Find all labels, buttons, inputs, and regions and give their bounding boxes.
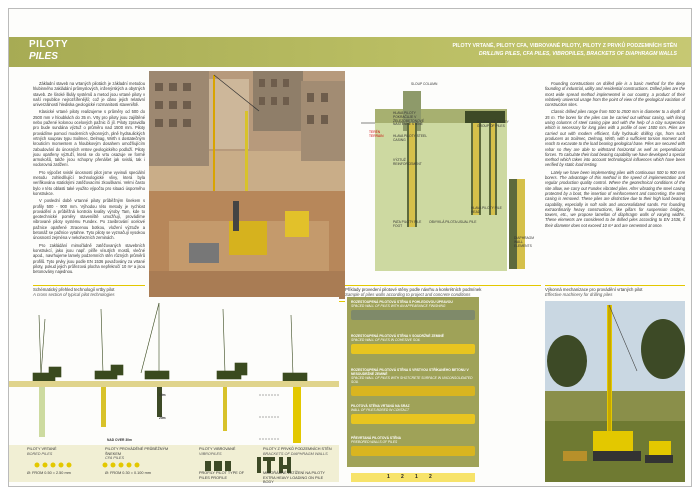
legend-label-en: BRACKETS OF DIAPHRAGM WALLS bbox=[263, 451, 328, 456]
label-steel: HLAVA PILOTY STEEL CASING bbox=[393, 134, 427, 142]
rig-photo bbox=[545, 301, 685, 482]
spec-row bbox=[351, 437, 475, 456]
legend-profile: PROFILY PILOT TYPE OF PILES PROFILE bbox=[199, 471, 245, 480]
page-title-en: PILES bbox=[29, 51, 58, 62]
paragraph: Základní staveb na vrtaných pilotách je základní metodou hlubinného zakládání průmyslových, inženýrských a obytných staveb. Ze široké škály systémů a metod jsou vrtané piloty v naší republice nejrozšířenější; což je dáno jejich relativní univerzálností hlediska geologické rozmanitosti staveniště. bbox=[33, 81, 145, 108]
label-diaphragm: DIAPHRAGM WALL ELEMENTS bbox=[514, 236, 534, 248]
legend-label-en: CFA PILES bbox=[105, 456, 124, 461]
label-group: SKUPINOVÉ PILOTY GROUP OF PILES bbox=[477, 120, 509, 128]
label-column: SLOUP COLUMN bbox=[411, 82, 438, 86]
paragraph: Pro zakládání mimořádně zatěžovaných stavebních konstrukcí, jako jsou např. pilíře vísutých mostů, vlečné apod., navrhujeme lamely podzemních stěn různých průměrů profilů. Tyto prvky jsou podle EN 1536 považovány za vrtané piloty, pokud jejich průřezová plocha nepřekročí 10 m² a jsou betonovány najednou. bbox=[33, 242, 145, 275]
spec-label-en: SPACED WALL OF PILES WITH AN APPEARANCE FINISHING bbox=[351, 303, 446, 308]
spec-label bbox=[351, 335, 475, 343]
spec-label bbox=[351, 437, 475, 445]
legend-label: PILOTY PROVÁDĚNÉ PRŮBĚŽNÝM ŠNEKEM bbox=[105, 447, 169, 456]
legend-cfa-piles bbox=[105, 447, 175, 461]
ruler-mark: 2 bbox=[401, 474, 404, 480]
scale-ruler bbox=[351, 473, 475, 482]
label-pile-foot: PATA PILOTY PILE FOOT bbox=[393, 220, 422, 228]
spec-label-cs: ROZESTOUPENÁ PILOTOVÁ STĚNA S VRSTVOU STŘÍKANÉHO BETONU V NESOUDRŽNÉ ZEMINĚ bbox=[351, 368, 469, 376]
spec-bar bbox=[351, 446, 475, 456]
site-photo bbox=[149, 71, 345, 299]
paragraph: Pro výpočet svislé únosnosti pilot jsme vyvinuli speciální metodu zohledňující technologické vlivy, která byla verifikována statickými zatěžovacími zkouškami. Velmi často bylo v této oblasti také využito výpočtu pro situaci úsporného konstrukce. bbox=[33, 169, 145, 196]
label-usual-pile: OBVYKLÁ PILOTA USUAL PILE bbox=[429, 220, 477, 224]
legend-label: PILOTY Z PRVKŮ PODZEMNÍCH STĚN bbox=[263, 447, 332, 451]
spec-row bbox=[351, 301, 475, 320]
spec-bar bbox=[351, 310, 475, 320]
spec-label-en: SPACED WALL OF PILES WITH SHOTCRETE SURFACE IN UNCONSOLIDATED SOIL bbox=[351, 375, 473, 384]
paragraph: Founding constructions on drilled pile is a basic method for the deep founding of industrial, utility and residential constructions. Drilled piles are the most wide spread method implemented in our country, a product of their relatively universal usage from the point of view of the geological variation of construction sites. bbox=[545, 81, 685, 108]
caption-rig bbox=[545, 287, 685, 298]
divider bbox=[33, 285, 145, 286]
divider bbox=[545, 285, 685, 286]
divider bbox=[345, 285, 541, 286]
paragraph: Classic drilled piles range from 500 to 2500 mm in diameter to a depth of 35 m. The bores for the piles can be carried out without casing, with lining using columns of steel casing pipe and with the help of a clay suspension which is necessary for long piles with a profile of over 1500 mm. Piles are carried out with modern efficient, fully hydraulic drilling rigs, from such producers as Soilmec, Delmag, Wirth, with a sufficient torsion moment and reach to excavate to the load bearing geological base. Piles are secured with rebar so they are able to withstand horizontal as well as perpendicular forces. To calculate their load bearing capability we have developed a special method which takes into account technological influences which have been verified by static load testing. bbox=[545, 109, 685, 168]
spec-label-cs: PŘEVRTANÁ PILOTOVÁ STĚNA bbox=[351, 436, 402, 440]
page-subtitle: PILOTY VRTANÉ, PILOTY CFA, VIBROVANÉ PILOTY, PILOTY Z PRVKŮ PODZEMNÍCH STĚN bbox=[452, 43, 677, 49]
spec-row bbox=[351, 335, 475, 354]
pile-wall-examples bbox=[347, 297, 479, 467]
caption-text-en: A cross section of typical pilot technologies bbox=[33, 292, 115, 298]
label-pile-head: HLAVA PILOTY PILE HEAD bbox=[471, 206, 502, 214]
label-head: HLAVA PILOTY POKRAČUJE V ŽELEZOBETONOVÉ NÁSTĚNNÉ STĚNĚ bbox=[393, 111, 425, 127]
paragraph: Lately we have been implementing piles with continuous 500 to 900 mm borers. The advantage of this method is the speed of implementation and regular production quality control. Where the geotechnical conditions of the site allow, we carry out Fundex vibrated piles. After vibrating the steel casing protected by a boot, the insertion of reinforcement and concreting, the steel casing is removed. These piles are distinctive due to their high load bearing capability, especially in soft soils and unconsolidated sands. For founding extraordinarily heavy constructions, like pillars for suspension bridges, towers, etc., we propose lamellas of diaphragm walls of varying widths. These elements are considered to be drilled piles according to EN 1536, if their diameter does not exceed 10 m² and are cemented at once. bbox=[545, 169, 685, 228]
page-subtitle-en: DRILLING PILES, CFA PILES, VIBROPILES, BRACKETS OF DIAPHRAGM WALLS bbox=[478, 51, 677, 57]
legend-label: PILOTY VIBROVANÉ bbox=[199, 447, 236, 451]
depth-label-over: NAD OVER 30m bbox=[107, 438, 132, 442]
spec-bar bbox=[351, 414, 475, 424]
page-title: PILOTY bbox=[29, 39, 69, 50]
caption-text-en: Sample of piles walls according to project and concrete conditions bbox=[345, 292, 471, 298]
spec-label bbox=[351, 405, 475, 413]
legend-label: PILOTY VRTANÉ bbox=[27, 447, 57, 451]
legend-vibropiles bbox=[199, 447, 249, 456]
ruler-mark: 1 bbox=[387, 474, 390, 480]
header-bar bbox=[9, 37, 692, 67]
spec-label-cs: PILOTOVÁ STĚNA VRTANÁ NA SRAZ bbox=[351, 404, 410, 408]
spec-bar bbox=[351, 344, 475, 354]
spec-label-en: PREBORED WALLS OF PILES bbox=[351, 439, 398, 444]
text-column-en bbox=[545, 81, 685, 230]
label-reinforcement: VÝZTUŽ REINFORCEMENT bbox=[393, 158, 422, 166]
spec-bar bbox=[351, 386, 475, 396]
depth-label-10: 10m bbox=[159, 393, 166, 397]
page bbox=[8, 8, 692, 487]
label-terrain: TERÉN TERRAIN bbox=[369, 130, 384, 138]
legend-heavy: MIMOŘÁDNÉ ZATÍŽENÍ NA PILOTY EXTRA HEAVY LOADING ON PILE BODY bbox=[263, 471, 325, 485]
caption-text: Příklady provedení pilotové stěny podle návrhu a konkrétních podmínek bbox=[345, 287, 482, 292]
legend-diaphragm bbox=[263, 447, 335, 456]
spec-row bbox=[351, 369, 475, 396]
text-column-cs bbox=[33, 81, 145, 276]
legend-bored-piles bbox=[27, 447, 87, 456]
ruler-mark: 2 bbox=[429, 474, 432, 480]
spec-label-cs: ROZESTOUPENÁ PILOTOVÁ STĚNA S POHLEDOVOU ÚPRAVOU bbox=[351, 300, 453, 304]
legend-cfa-dia: Ø: FROM 0.30 = 0.100 mm bbox=[105, 471, 151, 475]
legend-bored-dia: Ø: FROM 0.50 = 2.50 mm bbox=[27, 471, 71, 475]
spec-label bbox=[351, 369, 475, 385]
legend-label-en: VIBROPILES bbox=[199, 451, 222, 456]
caption-text: Schématický přehled technologií vrtby pilot bbox=[33, 287, 115, 292]
paragraph: V poslední době vrtanné piloty průběžným šnekem s profily 500 - 900 mm. Výhodou této metody je rychlost provádění a průběžná kontrola kvality výroby Tam, kde to geotechnické poměry staveniště umožňují, provádíme vibrované piloty systému Fundex. Po zavibrování ocelové pažnice opatřené ztracenou botkou, vložení výztuže a betonáž se pažnice vytahne. Tyto piloty se vyznačují vysokou únosností zejména v nekohezních zeminách. bbox=[33, 198, 145, 241]
spec-label bbox=[351, 301, 475, 309]
caption-text: Výkonná mechanizace pro provádění vrtaných pilot bbox=[545, 287, 643, 292]
depth-label-20: 20m bbox=[159, 416, 166, 420]
caption-text-en: Effective machinery for drilling piles bbox=[545, 292, 613, 298]
paragraph: Klasické vrtané piloty realizujeme s průměry od 500 do 2500 mm v hloubkách do 35 m. Vrty pro piloty jsou zajištěné nebo pažené kolonou ocelových pažnic či jíl. Piloty zpravidla pro bude sundána výztuž o průměru nad 1500 mm. Piloty provádíme pomocí moderních výkonných, plně hydraulických vrtných souprav typu Soilmec, Delmag, Wirth s dostatečným krouticím momentem a hloubkovým dosahem umožňujícím zabudování do únosných vrstev geologického podloží. Piloty jsou opatřeny výztuží, která se do vrtu osazuje ve formě armokošů, takže jsou schopny přenášet jak svislá, tak i vodorovná zatížení. bbox=[33, 109, 145, 168]
spec-label-en: SPACED WALL OF PILES IN COHESIVE SOIL bbox=[351, 337, 421, 342]
ruler-mark: 1 bbox=[415, 474, 418, 480]
spec-label-cs: ROZESTOUPENÁ PILOTOVÁ STĚNA V SOUDRŽNÉ ZEMINĚ bbox=[351, 334, 444, 338]
spec-label-en: WALL OF PILES BORED IN CONTACT bbox=[351, 407, 410, 412]
spec-row bbox=[351, 405, 475, 424]
legend-label-en: BORED PILES bbox=[27, 451, 53, 456]
